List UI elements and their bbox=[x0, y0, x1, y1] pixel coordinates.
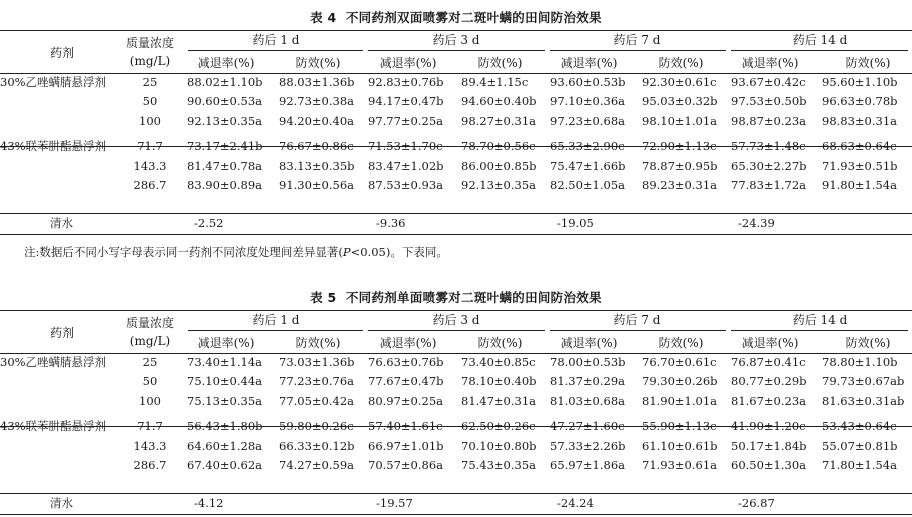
table-cell: 65.30±2.27b bbox=[731, 158, 807, 173]
table-cell: 77.23±0.76a bbox=[279, 374, 355, 389]
concentration-value: 25 bbox=[142, 355, 158, 369]
table-cell: 97.23±0.68a bbox=[550, 113, 626, 128]
time-group-header: 药后 1 d bbox=[252, 313, 300, 327]
agent-name: 30%乙唑螨腈悬浮剂 bbox=[0, 75, 107, 89]
table-cell: 57.40±1.61c bbox=[368, 419, 443, 434]
table-cell: 98.27±0.31a bbox=[461, 113, 537, 128]
separator-rule bbox=[0, 426, 912, 427]
table-cell: 75.13±0.35a bbox=[187, 393, 263, 408]
table-cell: 93.67±0.42c bbox=[731, 75, 806, 89]
concentration-unit-header: (mg/L) bbox=[129, 334, 171, 348]
table-cell: 80.97±0.25a bbox=[368, 393, 444, 408]
bottom-rule bbox=[0, 234, 912, 235]
top-rule bbox=[0, 30, 912, 31]
reduction-rate-header: 减退率(%) bbox=[379, 56, 437, 70]
table-cell: 81.37±0.29a bbox=[550, 374, 626, 389]
table-cell: 93.60±0.53b bbox=[550, 75, 626, 89]
table-cell: 50.17±1.84b bbox=[731, 438, 807, 453]
reduction-rate-header: 减退率(%) bbox=[560, 56, 618, 70]
table-cell: 77.83±1.72a bbox=[731, 178, 807, 192]
table-cell: 92.13±0.35a bbox=[187, 113, 263, 128]
efficacy-header: 防效(%) bbox=[295, 336, 341, 350]
table-cell: 82.50±1.05a bbox=[550, 178, 626, 192]
agent-name: 清水 bbox=[50, 496, 73, 510]
table-cell: 72.90±1.13c bbox=[642, 139, 717, 154]
table-cell: 78.10±0.40b bbox=[461, 374, 537, 389]
table-cell: 68.63±0.64c bbox=[822, 139, 897, 154]
concentration-value: 286.7 bbox=[133, 178, 167, 192]
concentration-value: 143.3 bbox=[133, 158, 167, 173]
table-cell: 76.70±0.61c bbox=[642, 355, 717, 369]
time-group-header: 药后 7 d bbox=[613, 313, 661, 327]
concentration-value: 100 bbox=[139, 393, 161, 408]
table-cell: 89.23±0.31a bbox=[642, 178, 718, 192]
table-cell: 74.27±0.59a bbox=[279, 458, 355, 472]
control-value: -19.05 bbox=[557, 216, 594, 230]
table-cell: 97.10±0.36a bbox=[550, 94, 626, 109]
table-cell: 73.40±0.85c bbox=[461, 355, 536, 369]
concentration-value: 100 bbox=[139, 113, 161, 128]
table-4-title: 表 4 不同药剂双面喷雾对二斑叶螨的田间防治效果 bbox=[310, 10, 602, 25]
table-cell: 92.83±0.76b bbox=[368, 75, 444, 89]
table-cell: 78.00±0.53b bbox=[550, 355, 626, 369]
table-cell: 55.90±1.13c bbox=[642, 419, 717, 434]
header-rule bbox=[0, 73, 912, 74]
group-underline bbox=[731, 330, 908, 331]
table-cell: 94.17±0.47b bbox=[368, 94, 444, 109]
table-note bbox=[24, 244, 448, 260]
time-group-header: 药后 7 d bbox=[613, 33, 661, 47]
agent-name: 43%联苯肼酯悬浮剂 bbox=[0, 139, 107, 154]
table-cell: 81.03±0.68a bbox=[550, 393, 626, 408]
group-underline bbox=[188, 330, 363, 331]
table-cell: 73.03±1.36b bbox=[279, 355, 355, 369]
top-rule bbox=[0, 310, 912, 311]
concentration-header: 质量浓度 bbox=[125, 36, 175, 50]
table-cell: 47.27±1.60c bbox=[550, 419, 625, 434]
concentration-value: 50 bbox=[142, 374, 158, 389]
table-cell: 92.30±0.61c bbox=[642, 75, 717, 89]
group-underline bbox=[550, 330, 726, 331]
reduction-rate-header: 减退率(%) bbox=[741, 56, 799, 70]
table-cell: 92.13±0.35a bbox=[461, 178, 537, 192]
time-group-header: 药后 3 d bbox=[432, 33, 480, 47]
table-cell: 66.97±1.01b bbox=[368, 438, 444, 453]
concentration-value: 25 bbox=[142, 75, 158, 89]
table-cell: 77.67±0.47b bbox=[368, 374, 444, 389]
agent-header: 药剂 bbox=[49, 326, 75, 340]
table-cell: 67.40±0.62a bbox=[187, 458, 263, 472]
agent-header: 药剂 bbox=[49, 46, 75, 60]
table-cell: 65.97±1.86a bbox=[550, 458, 626, 472]
table-cell: 78.70±0.56c bbox=[461, 139, 536, 154]
time-group-header: 药后 3 d bbox=[432, 313, 480, 327]
efficacy-header: 防效(%) bbox=[658, 56, 704, 70]
note-prefix: 注:数据后不同小写字母表示同一药剂不同浓度处理间差异显著( bbox=[24, 245, 343, 259]
table-cell: 94.60±0.40b bbox=[461, 94, 537, 109]
group-underline bbox=[368, 330, 545, 331]
table-cell: 73.40±1.14a bbox=[187, 355, 263, 369]
note-p-symbol: P bbox=[342, 245, 351, 259]
table-cell: 98.83±0.31a bbox=[822, 113, 898, 128]
time-group-header: 药后 1 d bbox=[252, 33, 300, 47]
efficacy-header: 防效(%) bbox=[845, 336, 891, 350]
table-cell: 97.53±0.50b bbox=[731, 94, 807, 109]
table-cell: 71.93±0.61a bbox=[642, 458, 718, 472]
table-cell: 95.03±0.32b bbox=[642, 94, 718, 109]
table-cell: 92.73±0.38a bbox=[279, 94, 355, 109]
efficacy-header: 防效(%) bbox=[845, 56, 891, 70]
table-cell: 76.87±0.41c bbox=[731, 355, 806, 369]
separator-rule bbox=[0, 146, 912, 147]
header-rule bbox=[0, 353, 912, 354]
control-value: -4.12 bbox=[194, 496, 224, 510]
table-cell: 98.87±0.23a bbox=[731, 113, 807, 128]
table-cell: 91.80±1.54a bbox=[822, 178, 898, 192]
efficacy-header: 防效(%) bbox=[658, 336, 704, 350]
table-cell: 81.67±0.23a bbox=[731, 393, 807, 408]
table-cell: 60.50±1.30a bbox=[731, 458, 807, 472]
table-cell: 55.07±0.81b bbox=[822, 438, 898, 453]
concentration-value: 286.7 bbox=[133, 458, 167, 472]
table-cell: 56.43±1.80b bbox=[187, 419, 263, 434]
concentration-value: 50 bbox=[142, 94, 158, 109]
table-cell: 89.4±1.15c bbox=[461, 75, 529, 89]
concentration-value: 71.7 bbox=[137, 419, 163, 434]
table-cell: 88.03±1.36b bbox=[279, 75, 355, 89]
table-cell: 71.80±1.54a bbox=[822, 458, 898, 472]
table-cell: 83.13±0.35b bbox=[279, 158, 355, 173]
table-cell: 94.20±0.40a bbox=[279, 113, 355, 128]
agent-name: 30%乙唑螨腈悬浮剂 bbox=[0, 355, 107, 369]
table-cell: 70.57±0.86a bbox=[368, 458, 444, 472]
efficacy-header: 防效(%) bbox=[477, 336, 523, 350]
table-cell: 75.43±0.35a bbox=[461, 458, 537, 472]
group-underline bbox=[731, 50, 908, 51]
table-cell: 97.77±0.25a bbox=[368, 113, 444, 128]
table-cell: 83.47±1.02b bbox=[368, 158, 444, 173]
table-cell: 81.63±0.31ab bbox=[822, 393, 905, 408]
table-cell: 65.33±2.90c bbox=[550, 139, 625, 154]
table-cell: 66.33±0.12b bbox=[279, 438, 355, 453]
table-cell: 71.93±0.51b bbox=[822, 158, 898, 173]
efficacy-header: 防效(%) bbox=[295, 56, 341, 70]
table-cell: 78.87±0.95b bbox=[642, 158, 718, 173]
table-cell: 75.47±1.66b bbox=[550, 158, 626, 173]
concentration-value: 143.3 bbox=[133, 438, 167, 453]
reduction-rate-header: 减退率(%) bbox=[560, 336, 618, 350]
table-cell: 86.00±0.85b bbox=[461, 158, 537, 173]
table-cell: 61.10±0.61b bbox=[642, 438, 718, 453]
table-cell: 83.90±0.89a bbox=[187, 178, 263, 192]
note-suffix: <0.05)。下表同。 bbox=[350, 245, 448, 259]
control-value: -19.57 bbox=[376, 496, 413, 510]
time-group-header: 药后 14 d bbox=[792, 313, 848, 327]
table-cell: 80.77±0.29b bbox=[731, 374, 807, 389]
table-cell: 79.73±0.67ab bbox=[822, 374, 905, 389]
group-underline bbox=[368, 50, 545, 51]
table-cell: 87.53±0.93a bbox=[368, 178, 444, 192]
table-cell: 53.43±0.64c bbox=[822, 419, 897, 434]
table-cell: 81.90±1.01a bbox=[642, 393, 718, 408]
table-cell: 59.80±0.26c bbox=[279, 419, 354, 434]
table-5-title: 表 5 不同药剂单面喷雾对二斑叶螨的田间防治效果 bbox=[310, 290, 602, 305]
table-cell: 90.60±0.53a bbox=[187, 94, 263, 109]
table-cell: 41.90±1.20c bbox=[731, 419, 806, 434]
bottom-rule bbox=[0, 514, 912, 515]
table-cell: 98.10±1.01a bbox=[642, 113, 718, 128]
agent-name: 清水 bbox=[50, 216, 73, 230]
reduction-rate-header: 减退率(%) bbox=[741, 336, 799, 350]
efficacy-header: 防效(%) bbox=[477, 56, 523, 70]
control-value: -2.52 bbox=[194, 216, 224, 230]
table-cell: 79.30±0.26b bbox=[642, 374, 718, 389]
reduction-rate-header: 减退率(%) bbox=[197, 56, 255, 70]
table-cell: 95.60±1.10b bbox=[822, 75, 898, 89]
pre-control-rule bbox=[0, 493, 912, 494]
table-cell: 57.33±2.26b bbox=[550, 438, 626, 453]
group-underline bbox=[188, 50, 363, 51]
table-cell: 81.47±0.78a bbox=[187, 158, 263, 173]
reduction-rate-header: 减退率(%) bbox=[197, 336, 255, 350]
table-cell: 70.10±0.80b bbox=[461, 438, 537, 453]
table-cell: 96.63±0.78b bbox=[822, 94, 898, 109]
table-cell: 78.80±1.10b bbox=[822, 355, 898, 369]
table-cell: 76.67±0.86c bbox=[279, 139, 354, 154]
concentration-header: 质量浓度 bbox=[125, 316, 175, 330]
control-value: -24.39 bbox=[738, 216, 775, 230]
table-cell: 64.60±1.28a bbox=[187, 438, 263, 453]
table-cell: 88.02±1.10b bbox=[187, 75, 263, 89]
control-value: -9.36 bbox=[376, 216, 406, 230]
table-cell: 57.73±1.48c bbox=[731, 139, 806, 154]
table-cell: 71.53±1.70c bbox=[368, 139, 443, 154]
control-value: -26.87 bbox=[738, 496, 775, 510]
table-cell: 75.10±0.44a bbox=[187, 374, 263, 389]
reduction-rate-header: 减退率(%) bbox=[379, 336, 437, 350]
table-cell: 77.05±0.42a bbox=[279, 393, 355, 408]
group-underline bbox=[550, 50, 726, 51]
table-cell: 91.30±0.56a bbox=[279, 178, 355, 192]
table-cell: 76.63±0.76b bbox=[368, 355, 444, 369]
concentration-value: 71.7 bbox=[137, 139, 163, 154]
table-cell: 81.47±0.31a bbox=[461, 393, 537, 408]
control-value: -24.24 bbox=[557, 496, 594, 510]
table-cell: 62.50±0.26c bbox=[461, 419, 536, 434]
agent-name: 43%联苯肼酯悬浮剂 bbox=[0, 419, 107, 434]
concentration-unit-header: (mg/L) bbox=[129, 54, 171, 68]
table-cell: 73.17±2.41b bbox=[187, 139, 263, 154]
pre-control-rule bbox=[0, 213, 912, 214]
time-group-header: 药后 14 d bbox=[792, 33, 848, 47]
